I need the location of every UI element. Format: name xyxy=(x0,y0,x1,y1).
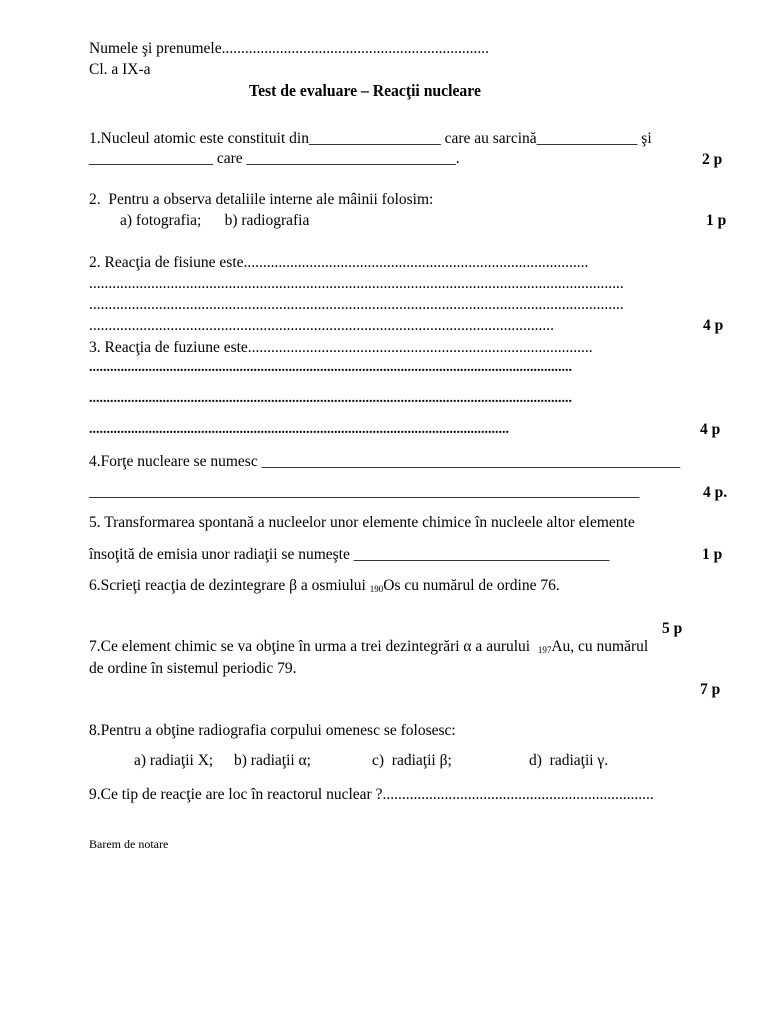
class-line: Cl. a IX-a xyxy=(89,61,151,78)
question-9-text: 9.Ce tip de reacţie are loc în reactorul nuclear ?...................................................................... xyxy=(89,786,654,803)
question-6-points: 5 p xyxy=(662,620,683,637)
question-2b-dots-2: .......................................................................................................................................... xyxy=(89,296,624,313)
question-3-dots-3: ........................................................................................................................ xyxy=(89,422,509,437)
question-8-option-c: c) radiaţii β; xyxy=(372,752,452,769)
question-2b-points: 4 p xyxy=(703,317,724,334)
question-1-points: 2 p xyxy=(702,151,723,168)
question-8-option-d: d) radiaţii γ. xyxy=(529,752,609,769)
question-5-line-1: 5. Transformarea spontană a nucleelor unor elemente chimice în nucleele altor elemente xyxy=(89,514,635,531)
question-1-line-2: ________________ care ___________________________. xyxy=(89,150,460,167)
question-4-points: 4 p. xyxy=(703,484,728,501)
question-2b-dots-3: ........................................................................................................................ xyxy=(89,317,554,334)
gold-mass-number: 197 xyxy=(537,645,552,655)
question-8-option-a: a) radiaţii X; xyxy=(134,752,214,769)
question-2a-options: a) fotografia; b) radiografia xyxy=(120,212,310,229)
grading-scheme-label: Barem de notare xyxy=(89,837,169,851)
question-2a-text: 2. Pentru a observa detaliile interne ale mâinii folosim: xyxy=(89,191,434,208)
question-3-dots-2: .......................................................................................................................................... xyxy=(89,391,572,406)
question-5-line-2: însoţită de emisia unor radiaţii se numeşte _________________________________ xyxy=(89,546,610,563)
question-3-text: 3. Reacţia de fuziune este......................................................................................... xyxy=(89,339,593,356)
osmium-mass-number: 190 xyxy=(369,584,384,594)
question-4-line-2: _______________________________________________________________________ xyxy=(89,483,640,500)
student-name-line: Numele şi prenumele..................................................................... xyxy=(89,40,489,57)
question-7-line-2: de ordine în sistemul periodic 79. xyxy=(89,660,297,677)
question-7-points: 7 p xyxy=(700,681,721,698)
question-3-dots-1: .......................................................................................................................................... xyxy=(89,360,572,375)
page-title: Test de evaluare – Reacţii nucleare xyxy=(249,81,481,100)
question-8-option-b: b) radiaţii α; xyxy=(234,752,311,769)
question-8-text: 8.Pentru a obţine radiografia corpului omenesc se folosesc: xyxy=(89,722,456,739)
question-7-line-1: 7.Ce element chimic se va obţine în urma a trei dezintegrări α a aurului $_{197}$Au, cu numărul xyxy=(89,638,649,655)
question-5-points: 1 p xyxy=(702,546,723,563)
question-3-points: 4 p xyxy=(700,421,721,438)
question-2b-dots-1: .......................................................................................................................................... xyxy=(89,275,624,292)
question-1-line-1: 1.Nucleul atomic este constituit din_________________ care au sarcină_____________ şi xyxy=(89,130,652,147)
question-4-text: 4.Forţe nucleare se numesc ______________________________________________________ xyxy=(89,453,681,470)
question-2b-text: 2. Reacţia de fisiune este......................................................................................... xyxy=(89,254,589,271)
question-2a-points: 1 p xyxy=(706,212,727,229)
question-6-text: 6.Scrieţi reacţia de dezintegrare β a osmiului $_{190}$Os cu numărul de ordine 76. xyxy=(89,577,560,594)
